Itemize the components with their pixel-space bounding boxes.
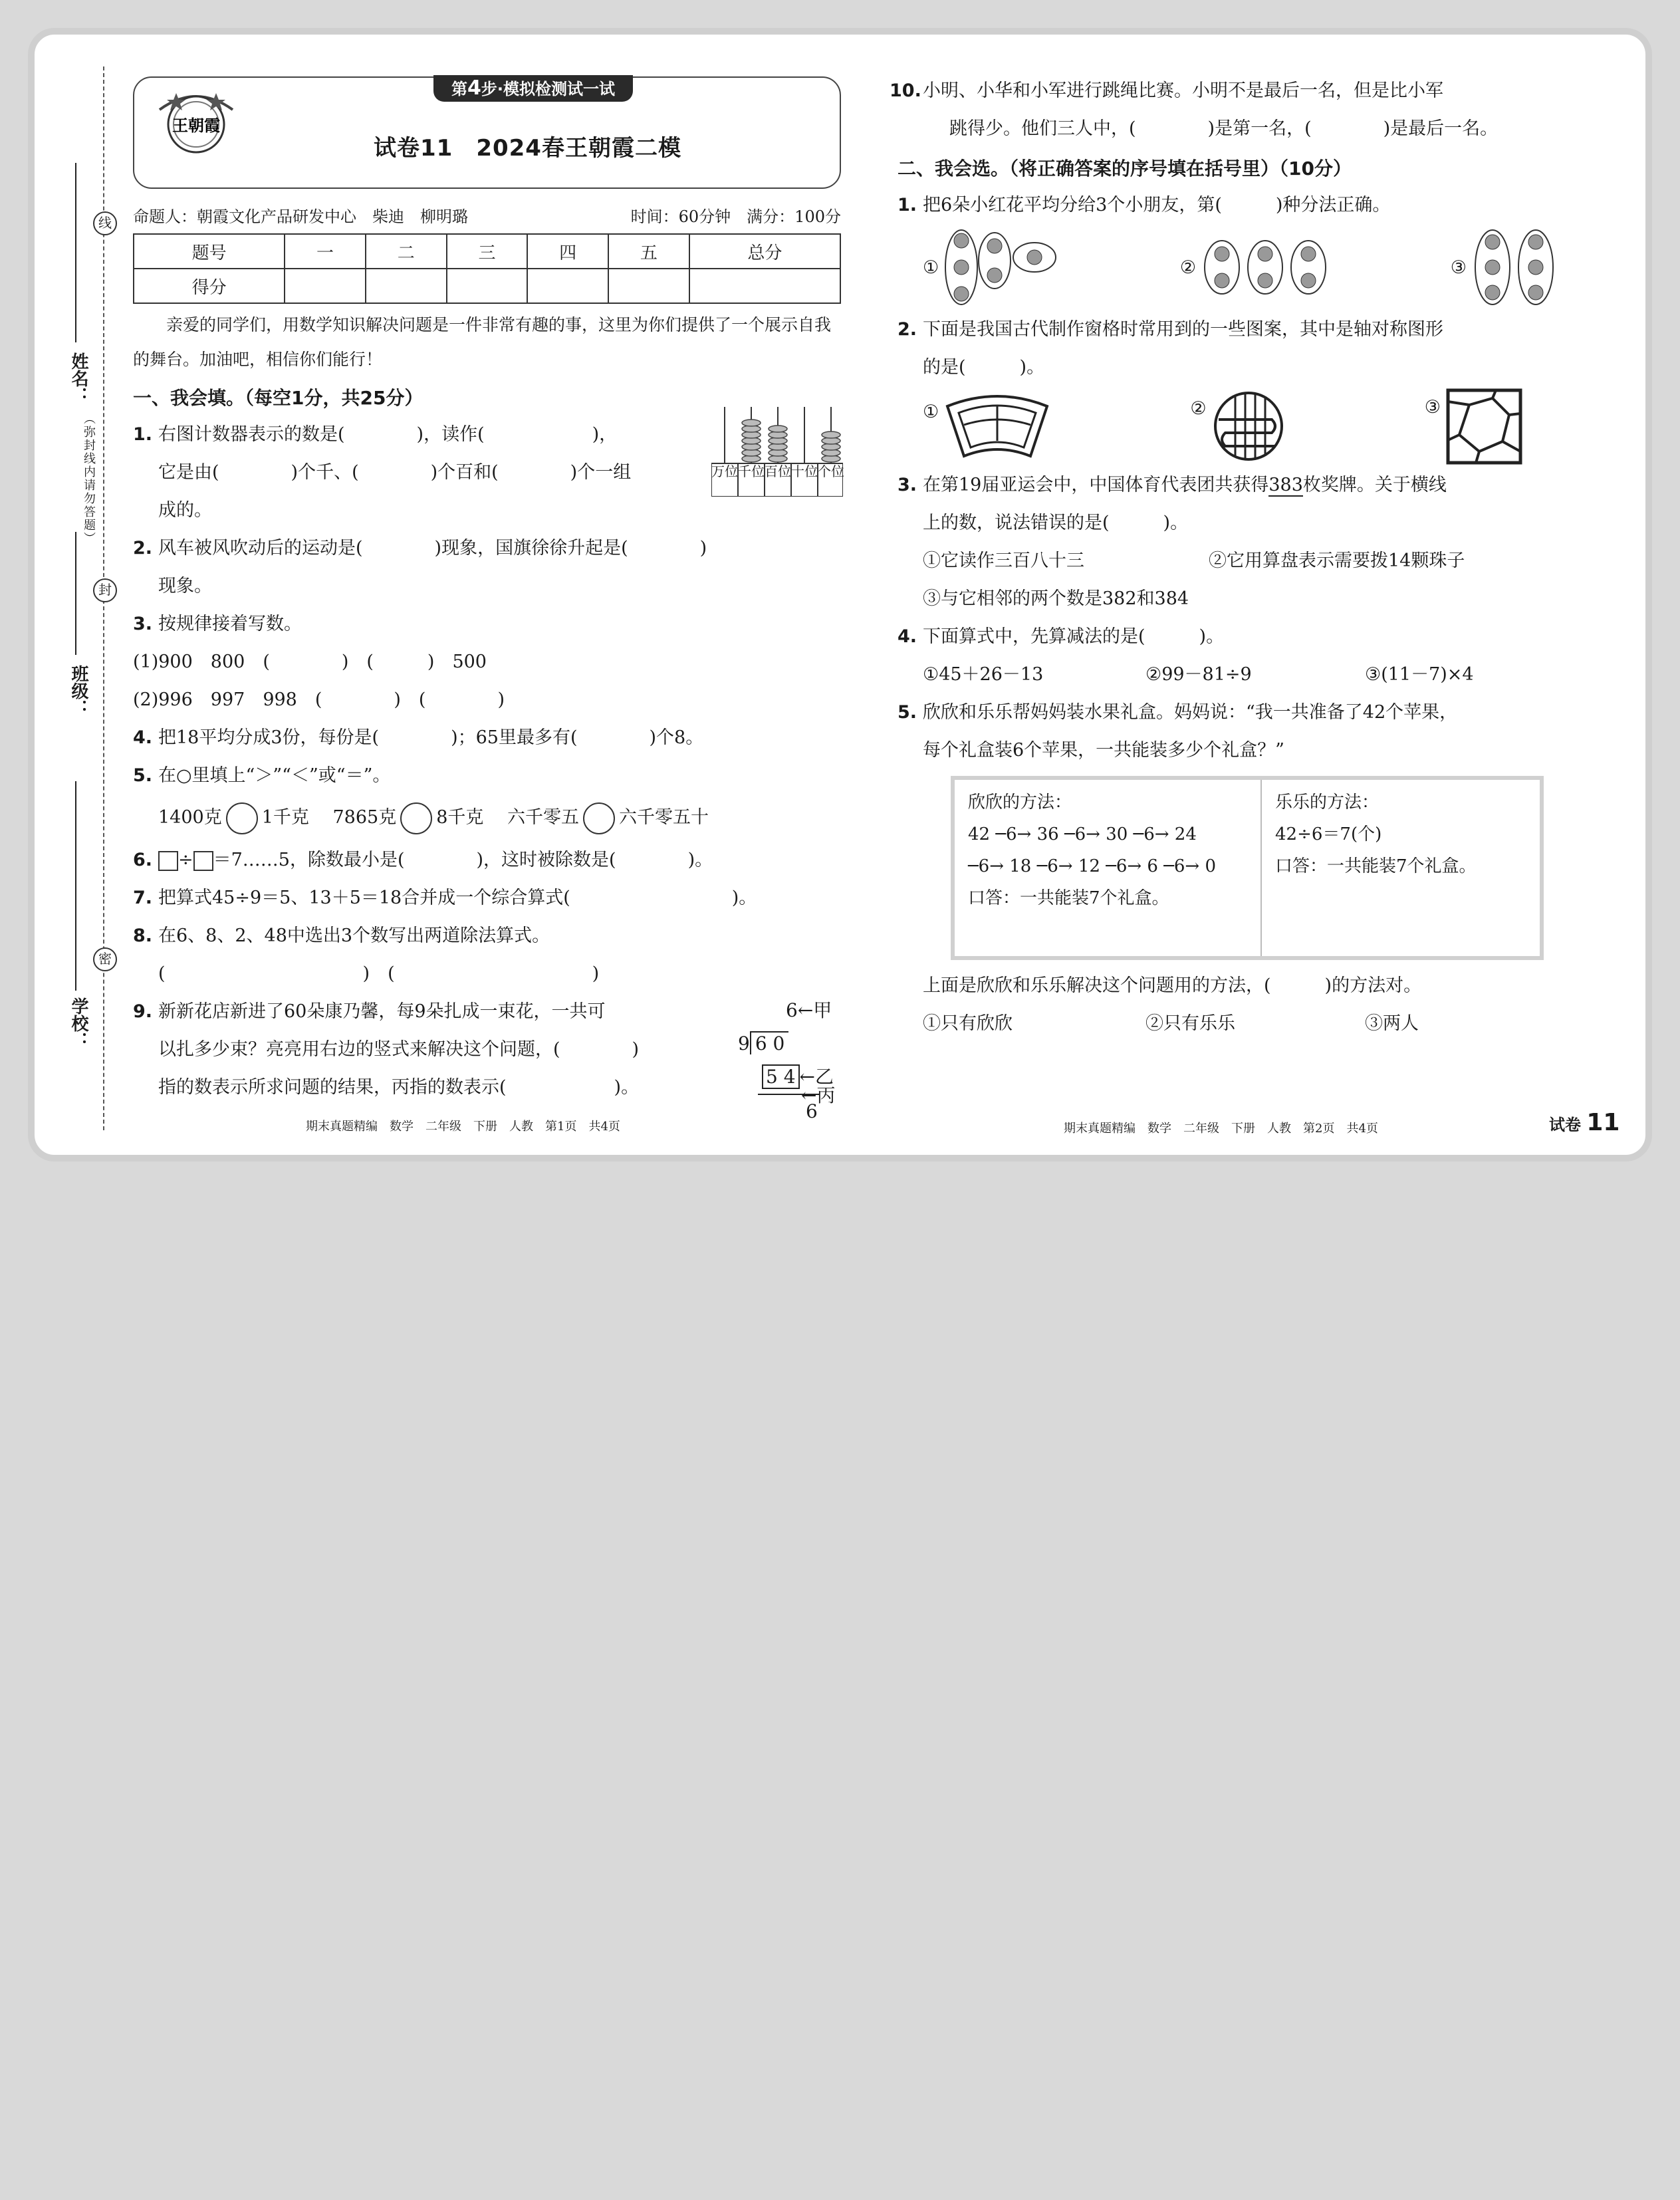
option-2[interactable]: ②99－81÷9 [1145, 664, 1252, 685]
question-text: 把18平均分成3份，每份是( )；65里最多有( )个8。 [158, 727, 704, 748]
page-number [1549, 1109, 1620, 1136]
seal-mark-feng: 封 [93, 578, 117, 602]
method-answer: 口答：一共能装7个礼盒。 [968, 888, 1169, 908]
division-remainder: 6 [806, 1100, 818, 1122]
question-number: 2. [898, 319, 917, 340]
question-10 [890, 72, 1602, 148]
option-3[interactable] [1425, 388, 1522, 465]
exam-title: 试卷11 2024春王朝霞二模 [374, 135, 681, 162]
score-header: 三 [447, 234, 528, 269]
section-1-heading: 一、我会填。（每空1分，共25分） [133, 387, 423, 409]
choice-question-3 [898, 466, 1602, 618]
class-label: 班级： [68, 665, 88, 717]
compare-circle[interactable] [583, 802, 615, 834]
abacus-label: 百位 [765, 463, 791, 479]
question-text: 在第19届亚运会中，中国体育代表团共获得 [923, 475, 1269, 495]
question-number: 5. [898, 702, 917, 723]
score-cell[interactable] [527, 269, 608, 303]
question-number: 4. [133, 727, 153, 748]
option-marker: ① [923, 402, 939, 422]
score-header: 总分 [689, 234, 840, 269]
question-text: 在○里填上“＞”“＜”或“＝”。 [158, 765, 391, 786]
score-header: 五 [608, 234, 689, 269]
left-page [133, 76, 841, 1134]
method-title: 乐乐的方法： [1275, 793, 1380, 812]
question-number: 5. [133, 765, 153, 786]
svg-text:王朝霞: 王朝霞 [172, 116, 220, 135]
compare-right: 六千零五十 [619, 807, 709, 828]
question-number: 3. [898, 475, 917, 495]
step-tag: 第4步·模拟检测试一试 [433, 75, 633, 102]
question-text: 把6朵小红花平均分给3个小朋友，第( )种分法正确。 [923, 195, 1391, 215]
question-text: 小明、小华和小军进行跳绳比赛。小明不是最后一名，但是比小军 [923, 80, 1443, 101]
question-number: 8. [133, 925, 153, 946]
author-line: 命题人：朝霞文化产品研发中心 柴迪 柳明璐 [133, 207, 468, 226]
choice-question-1 [898, 186, 1602, 310]
division-subtract: 5 4 [762, 1064, 800, 1089]
option-marker: ② [1190, 398, 1207, 419]
question-text: 上面是欣欣和乐乐解决这个问题用的方法，( )的方法对。 [923, 975, 1422, 996]
choice-question-5-tail [898, 967, 1602, 1042]
blank-box[interactable] [193, 851, 213, 871]
option-2[interactable] [1190, 390, 1284, 463]
option-3[interactable]: ③与它相邻的两个数是382和384 [923, 588, 1189, 609]
question-text: 指的数表示所求问题的结果，丙指的数表示( )。 [158, 1077, 640, 1098]
question-number: 2. [133, 538, 153, 558]
compare-left: 1400克 [158, 807, 222, 828]
compare-right: 8千克 [436, 807, 484, 828]
xinxin-method [955, 780, 1262, 956]
page-number-value: 11 [1586, 1109, 1620, 1136]
binding-margin [63, 66, 130, 1130]
flower-group-icon [1199, 237, 1332, 297]
abacus-label: 千位 [738, 463, 765, 479]
question-text: 现象。 [158, 576, 212, 596]
question-number: 7. [133, 888, 153, 908]
option-3[interactable] [1451, 227, 1562, 307]
question-text: 每个礼盒装6个苹果，一共能装多少个礼盒？” [923, 740, 1284, 761]
seal-note: （弥封线内请勿答题） [82, 412, 96, 545]
right-footer: 期末真题精编 数学 二年级 下册 人教 第2页 共4页 [1064, 1122, 1378, 1136]
underlined-number: 383 [1268, 475, 1303, 495]
question-4 [133, 719, 841, 757]
option-1[interactable]: ①只有欣欣 [923, 1013, 1013, 1034]
long-division [738, 994, 851, 1128]
score-cell[interactable] [608, 269, 689, 303]
question-text: 的是( )。 [923, 357, 1045, 378]
question-text: 枚奖牌。关于横线 [1302, 475, 1447, 495]
abacus-figure [711, 407, 843, 497]
compare-circle[interactable] [400, 802, 432, 834]
option-2[interactable] [1180, 237, 1332, 297]
question-text: 按规律接着写数。 [158, 614, 302, 634]
question-number: 9. [133, 1001, 153, 1022]
time-score-line: 时间：60分钟 满分：100分 [630, 207, 841, 226]
question-text: 下面是我国古代制作窗格时常用到的一些图案，其中是轴对称图形 [923, 319, 1443, 340]
question-text: 欣欣和乐乐帮妈妈装水果礼盒。妈妈说：“我一共准备了42个苹果， [923, 702, 1458, 723]
answer-blanks[interactable]: ( ) ( ) [158, 963, 600, 984]
question-2 [133, 529, 841, 605]
ice-crack-window-icon [1446, 388, 1522, 465]
option-1[interactable]: ①它读作三百八十三 [923, 550, 1084, 571]
option-2[interactable]: ②它用算盘表示需要拨14颗珠子 [1209, 550, 1465, 571]
logo-icon [146, 83, 246, 163]
score-table [133, 233, 841, 304]
question-8 [133, 917, 841, 993]
school-label: 学校： [68, 997, 88, 1049]
question-text: 风车被风吹动后的运动是( )现象，国旗徐徐升起是( ) [158, 538, 707, 558]
score-cell[interactable] [689, 269, 840, 303]
question-text: 下面算式中，先算减法的是( )。 [923, 626, 1225, 647]
abacus-label: 个位 [818, 463, 844, 479]
compare-circle[interactable] [226, 802, 258, 834]
option-1[interactable]: ①45＋26－13 [923, 664, 1044, 685]
question-9 [133, 993, 718, 1106]
question-text: 成的。 [158, 500, 212, 521]
question-number: 1. [133, 424, 153, 445]
seal-mark-mi: 密 [93, 947, 117, 971]
fan-window-icon [944, 393, 1050, 459]
question-3 [133, 605, 841, 719]
question-7 [133, 879, 841, 917]
question-text: 上的数，说法错误的是( )。 [923, 513, 1189, 533]
school-field[interactable] [75, 781, 76, 991]
score-cell[interactable] [447, 269, 528, 303]
method-line: 42 ─6→ 36 ─6→ 30 ─6→ 24 [968, 824, 1197, 844]
page-number-prefix: 试卷 [1549, 1116, 1581, 1134]
flower-groups [898, 224, 1602, 310]
option-3[interactable]: ③两人 [1365, 1013, 1419, 1034]
compare-right: 1千克 [261, 807, 309, 828]
division-dividend: 6 0 [750, 1031, 789, 1054]
question-text: 把算式45÷9＝5、13＋5＝18合并成一个综合算式( )。 [158, 888, 757, 908]
division-quotient: 6 [786, 999, 798, 1021]
choice-question-4 [898, 618, 1602, 693]
method-answer: 口答：一共能装7个礼盒。 [1275, 856, 1477, 876]
method-line: 42÷6＝7(个) [1275, 824, 1382, 844]
score-header: 二 [366, 234, 447, 269]
title-banner [133, 76, 841, 189]
question-6 [133, 841, 841, 879]
choice-question-5 [898, 693, 1602, 769]
lele-method [1262, 780, 1490, 956]
flower-group-icon [1469, 227, 1562, 307]
round-window-icon [1212, 390, 1285, 463]
compare-left: 六千零五 [507, 807, 579, 828]
score-cell[interactable] [366, 269, 447, 303]
question-number: 4. [898, 626, 917, 647]
option-marker: ③ [1424, 396, 1441, 418]
label-yi: ←乙 [799, 1066, 834, 1088]
score-table-header-row [134, 234, 840, 269]
question-text: ÷ [178, 850, 193, 870]
score-table-row [134, 269, 840, 303]
choice-question-2 [898, 310, 1602, 466]
option-marker: ② [1179, 257, 1197, 278]
right-page [890, 72, 1602, 1042]
name-label: 姓名： [68, 352, 88, 404]
question-number: 10. [890, 80, 921, 101]
method-line: ─6→ 18 ─6→ 12 ─6→ 6 ─6→ 0 [968, 856, 1217, 876]
methods-box [951, 776, 1544, 960]
question-text: 它是由( )个千、( )个百和( )个一组 [158, 462, 632, 483]
score-row-label: 得分 [134, 269, 285, 303]
abacus-label: 十位 [791, 463, 818, 479]
question-number: 3. [133, 614, 153, 634]
abacus-label: 万位 [711, 463, 738, 479]
intro-text: 亲爱的同学们，用数学知识解决问题是一件非常有趣的事，这里为你们提供了一个展示自我的舞台。加油吧，相信你们能行！ [133, 315, 832, 369]
left-footer: 期末真题精编 数学 二年级 下册 人教 第1页 共4页 [306, 1120, 620, 1134]
compare-left: 7865克 [332, 807, 397, 828]
label-bing: ←丙 [801, 1084, 836, 1106]
section-2-heading: 二、我会选。（将正确答案的序号填在括号里）（10分） [898, 158, 1352, 180]
option-2[interactable]: ②只有乐乐 [1145, 1013, 1235, 1034]
seal-mark-xian: 线 [93, 211, 117, 235]
window-patterns [898, 386, 1602, 466]
option-marker: ③ [1450, 257, 1467, 278]
score-header: 四 [527, 234, 608, 269]
question-text: 以扎多少束？亮亮用右边的竖式来解决这个问题，( ) [158, 1039, 640, 1060]
division-divisor: 9 [738, 1033, 750, 1054]
score-cell[interactable] [285, 269, 366, 303]
label-jia: ←甲 [797, 999, 832, 1021]
option-3[interactable]: ③(11－7)×4 [1365, 664, 1474, 685]
exam-info [133, 203, 841, 227]
flower-group-icon [941, 227, 1061, 307]
question-text: 跳得少。他们三人中，( )是第一名，( )是最后一名。 [949, 118, 1499, 139]
question-text: 新新花店新进了60朵康乃馨，每9朵扎成一束花，一共可 [158, 1001, 606, 1022]
option-marker: ① [923, 257, 939, 278]
name-field[interactable] [75, 163, 76, 342]
score-header: 一 [285, 234, 366, 269]
question-text: ＝7……5，除数最小是( )，这时被除数是( )。 [213, 850, 713, 870]
question-text: 右图计数器表示的数是( )，读作( )， [158, 424, 618, 445]
question-number: 1. [898, 195, 917, 215]
option-1[interactable] [923, 227, 1061, 307]
abacus-labels [711, 463, 844, 479]
sequence-1: (1)900 800 ( ) ( ) 500 [133, 652, 487, 672]
question-number: 6. [133, 850, 153, 870]
blank-box[interactable] [158, 851, 178, 871]
option-1[interactable] [923, 393, 1050, 459]
method-title: 欣欣的方法： [968, 793, 1072, 812]
question-text: 在6、8、2、48中选出3个数写出两道除法算式。 [158, 925, 550, 946]
class-field[interactable] [75, 532, 76, 655]
question-5 [133, 757, 841, 841]
score-header: 题号 [134, 234, 285, 269]
sequence-2: (2)996 997 998 ( ) ( ) [133, 689, 505, 710]
